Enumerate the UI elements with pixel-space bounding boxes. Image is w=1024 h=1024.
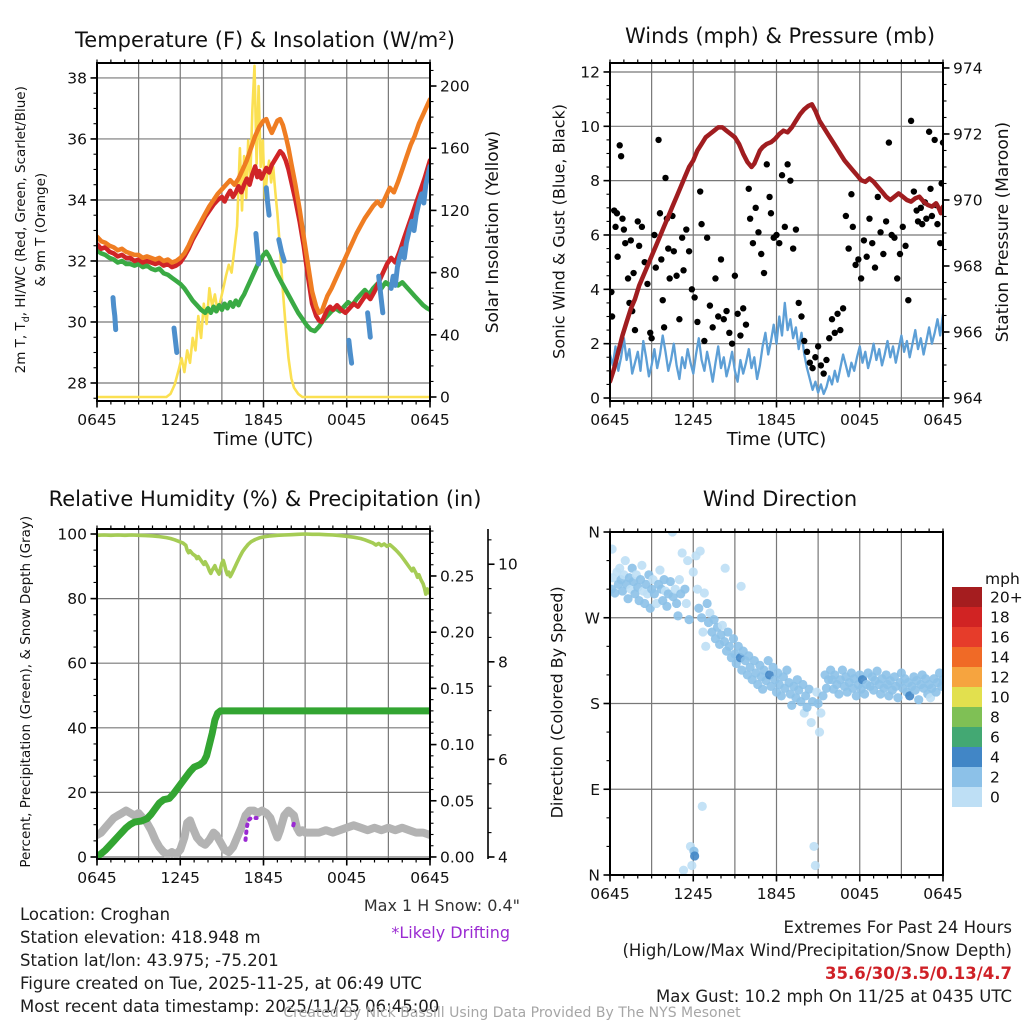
svg-text:N: N xyxy=(588,866,600,885)
svg-text:4: 4 xyxy=(590,280,600,299)
panel2-right-axis-label: Station Pressure (Maroon) xyxy=(992,121,1013,343)
panel2-xaxis-label: Time (UTC) xyxy=(726,429,827,450)
svg-text:0045: 0045 xyxy=(327,869,367,887)
svg-text:1245: 1245 xyxy=(160,411,200,429)
svg-text:0645: 0645 xyxy=(410,411,450,429)
svg-text:4: 4 xyxy=(990,748,1000,767)
svg-text:0.00: 0.00 xyxy=(440,848,475,867)
svg-text:80: 80 xyxy=(440,264,460,283)
panel2-left-axis-label: Sonic Wind & Gust (Blue, Black) xyxy=(549,103,569,359)
svg-text:0645: 0645 xyxy=(410,869,450,887)
svg-text:12: 12 xyxy=(990,668,1010,687)
svg-text:160: 160 xyxy=(440,139,470,158)
colorbar-title: mph xyxy=(985,570,1020,588)
svg-text:10: 10 xyxy=(498,555,518,574)
svg-text:10: 10 xyxy=(580,117,600,136)
svg-text:34: 34 xyxy=(67,191,87,210)
credit-line: Created By Nick Bassill Using Data Provided By The NYS Mesonet xyxy=(283,1005,741,1021)
svg-text:100: 100 xyxy=(57,525,87,544)
elevation-line: Station elevation: 418.948 m xyxy=(20,928,261,947)
panel1-right-axis-label: Solar Insolation (Yellow) xyxy=(482,130,503,334)
svg-text:968: 968 xyxy=(953,257,983,276)
panel3-left-axis-label: Percent, Precipitation (Green), & Snow Depth (Gray) xyxy=(18,515,35,868)
svg-text:6: 6 xyxy=(498,750,508,769)
svg-text:6: 6 xyxy=(590,226,600,245)
svg-text:4: 4 xyxy=(498,848,508,867)
extremes-block xyxy=(600,916,1012,1008)
svg-text:20+: 20+ xyxy=(990,588,1023,607)
extremes-title: Extremes For Past 24 Hours xyxy=(783,918,1012,937)
data-timestamp-line: Most recent data timestamp: 2025/11/25 06:45:00 xyxy=(20,997,440,1016)
svg-text:30: 30 xyxy=(67,313,87,332)
max-snow-note: Max 1 H Snow: 0.4" xyxy=(363,896,520,915)
svg-text:1845: 1845 xyxy=(243,869,284,887)
svg-text:1845: 1845 xyxy=(243,411,284,429)
svg-text:0045: 0045 xyxy=(840,411,880,429)
svg-text:60: 60 xyxy=(67,654,87,673)
svg-text:32: 32 xyxy=(67,252,87,271)
svg-text:10: 10 xyxy=(990,688,1010,707)
svg-text:970: 970 xyxy=(953,191,983,210)
svg-text:0.20: 0.20 xyxy=(440,623,475,642)
svg-text:80: 80 xyxy=(67,590,87,609)
svg-text:8: 8 xyxy=(990,708,1000,727)
svg-text:1845: 1845 xyxy=(756,411,797,429)
panel2-title: Winds (mph) & Pressure (mb) xyxy=(624,24,936,48)
svg-text:0645: 0645 xyxy=(590,885,630,903)
panel3-title: Relative Humidity (%) & Precipitation (in) xyxy=(48,487,482,511)
svg-text:6: 6 xyxy=(990,728,1000,747)
svg-text:0.10: 0.10 xyxy=(440,736,475,755)
svg-text:0: 0 xyxy=(77,848,87,867)
svg-text:16: 16 xyxy=(990,628,1010,647)
figure-created-line: Figure created on Tue, 2025-11-25, at 06:49 UTC xyxy=(20,974,422,993)
svg-text:40: 40 xyxy=(440,326,460,345)
svg-text:0: 0 xyxy=(590,389,600,408)
svg-text:0.05: 0.05 xyxy=(440,792,475,811)
svg-text:0645: 0645 xyxy=(77,869,117,887)
svg-text:28: 28 xyxy=(67,374,87,393)
svg-text:W: W xyxy=(584,609,600,628)
panel4-title: Wind Direction xyxy=(702,487,858,511)
svg-text:8: 8 xyxy=(590,172,600,191)
station-info-block xyxy=(20,903,439,1018)
svg-text:120: 120 xyxy=(440,201,470,220)
svg-text:S: S xyxy=(590,695,600,713)
svg-text:18: 18 xyxy=(990,608,1010,627)
svg-text:0045: 0045 xyxy=(840,885,880,903)
svg-text:0045: 0045 xyxy=(327,411,367,429)
svg-text:964: 964 xyxy=(953,389,983,408)
svg-text:0: 0 xyxy=(990,788,1000,807)
svg-text:2: 2 xyxy=(590,335,600,354)
svg-text:14: 14 xyxy=(990,648,1010,667)
likely-drifting-note: *Likely Drifting xyxy=(391,923,510,942)
panel1-left-axis-label: 2m T, $T_d$, HI/WC (Red, Green, Scarlet/Blue) & 9m T (Orange) xyxy=(13,86,50,374)
svg-text:0.25: 0.25 xyxy=(440,567,475,586)
svg-text:0: 0 xyxy=(440,388,450,407)
svg-text:0645: 0645 xyxy=(77,411,117,429)
panel4-left-axis-label: Direction (Colored By Speed) xyxy=(547,586,567,819)
svg-text:1845: 1845 xyxy=(756,885,797,903)
svg-text:2: 2 xyxy=(990,768,1000,787)
svg-text:12: 12 xyxy=(580,63,600,82)
panel1-xaxis-label: Time (UTC) xyxy=(213,429,314,450)
svg-text:8: 8 xyxy=(498,653,508,672)
svg-text:0.15: 0.15 xyxy=(440,679,475,698)
svg-text:966: 966 xyxy=(953,323,983,342)
svg-text:E: E xyxy=(590,780,600,799)
location-line: Location: Croghan xyxy=(20,905,171,924)
svg-text:974: 974 xyxy=(953,59,983,78)
svg-text:40: 40 xyxy=(67,719,87,738)
svg-text:1245: 1245 xyxy=(673,885,713,903)
extremes-values: 35.6/30/3.5/0.13/4.7 xyxy=(825,964,1012,983)
svg-text:1245: 1245 xyxy=(160,869,200,887)
svg-text:20: 20 xyxy=(67,783,87,802)
panel1-title: Temperature (F) & Insolation (W/m²) xyxy=(75,28,455,52)
svg-text:36: 36 xyxy=(67,130,87,149)
svg-text:0645: 0645 xyxy=(590,411,630,429)
latlon-line: Station lat/lon: 43.975; -75.201 xyxy=(20,951,279,970)
max-gust-line: Max Gust: 10.2 mph On 11/25 at 0435 UTC xyxy=(656,987,1012,1006)
svg-text:0645: 0645 xyxy=(923,411,963,429)
svg-text:1245: 1245 xyxy=(673,411,713,429)
svg-text:0645: 0645 xyxy=(923,885,963,903)
svg-text:38: 38 xyxy=(67,69,87,88)
svg-text:N: N xyxy=(588,523,600,542)
svg-text:200: 200 xyxy=(440,77,470,96)
svg-text:972: 972 xyxy=(953,125,983,144)
extremes-subtitle: (High/Low/Max Wind/Precipitation/Snow Depth) xyxy=(622,941,1012,960)
